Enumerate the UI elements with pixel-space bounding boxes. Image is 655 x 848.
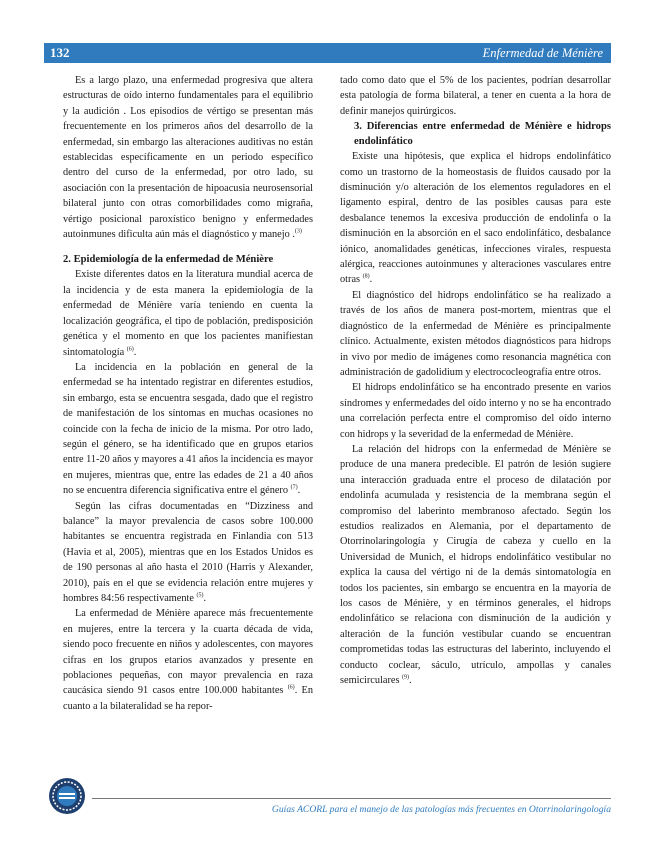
citation: (6) bbox=[126, 346, 134, 353]
left-column bbox=[63, 73, 313, 714]
paragraph: Existe una hipótesis, que explica el hidrops endolinfático como un trastorno de la homeostasis de fluidos causado por la disminución y/o alteración de los elementos reguladores en el ligamento espiral, dentro de las posibles causas para este desbalance tenemos la excesiva producción de endolinfa o la disminución en la absorción en el saco endolinfático, desbalance iónico, anomalidades genéticas, infecciones virales, respuesta alérgica, reacciones autoinmunes y alteraciones vasculares entre otras $^{(8)}$. bbox=[340, 151, 611, 286]
paragraph: La relación del hidrops con la enfermedad de Ménière se produce de una manera predecible. El patrón de lesión sugiere una interacción graduada entre el proceso de dilatación por endolinfa acumulada y resistencia de la membrana según el compromiso del laberinto membranoso afectado. Según los estudios realizados en Alemania, por el departamento de Otorrinolaringología y Cirugía de cabeza y cuello en la Universidad de Munich, el hidrops endolinfático vestibular no explica la causa del vértigo ni de la demás sintomatología en todos los pacientes, sin embargo se encuentra en la mayoría de los casos de Ménière, y en términos generales, el hidrops endolinfático se relaciona con disminución de la audición y alteración de la función vestibular cuando se encuentran comprometidas todas las estructuras del laberinto, incluyendo el conducto coclear, sáculo, utrículo, ampollas y canales semicirculares $^{(9)}$. bbox=[340, 443, 611, 687]
acorl-logo-icon bbox=[48, 777, 86, 815]
citation: (7) bbox=[290, 484, 298, 491]
paragraph: Existe diferentes datos en la literatura mundial acerca de la incidencia y de esta manera la epidemiología de la enfermedad de Ménière varía teniendo en cuenta la localización geográfica, el tipo de población, predisposición genética y el momento en que los pacientes manifiestan sintomatología $^{(6)}$. bbox=[63, 269, 313, 358]
footer-rule bbox=[92, 798, 611, 799]
citation: (3) bbox=[294, 228, 302, 235]
paragraph: El hidrops endolinfático se ha encontrado presente en varios síndromes y enfermedades del oído interno y no se ha encontrado una correlación perfecta entre el compromiso del oído interno con hidrops y la severidad de la enfermedad de Ménière. bbox=[340, 382, 611, 440]
citation: (6) bbox=[287, 685, 295, 692]
paragraph: La enfermedad de Ménière aparece más frecuentemente en mujeres, entre la tercera y la cuarta década de vida, siendo poco frecuente en niños y adolescentes, con mayores cifras en los grupos etarios avanzados y presente en poblaciones pequeñas, con mayor prevalencia en raza caucásica siendo 91 casos entre 100.000 habitantes $^{(6)}$. En cuanto a la bilateralidad se ha repor- bbox=[63, 608, 313, 712]
page-number: 132 bbox=[50, 45, 70, 60]
paragraph: La incidencia en la población en general de la enfermedad se ha intentado registrar en diferentes estudios, sin embargo, esta se encuentra sesgada, dado que el registro de manifestación de los síntomas en muchas ocasiones no coincide con la fecha de inicio de la misma. Por otro lado, según el género, se ha identificado que en grupos etarios entre 11-20 años y mayores a 41 años la incidencia es mayor en mujeres, mientras que, entre las edades de 21 a 40 años no se encuentra diferencia significativa entre el género $^{(7)}$. bbox=[63, 361, 313, 497]
citation: (8) bbox=[362, 274, 370, 281]
footer-text: Guías ACORL para el manejo de las patologías más frecuentes en Otorrinolaringología bbox=[271, 804, 611, 815]
section-heading-epidemiologia: 2. Epidemiología de la enfermedad de Ménière bbox=[63, 254, 274, 266]
section-heading-diferencias: 3. Diferencias entre enfermedad de Ménière e hidrops endolinfático bbox=[354, 121, 611, 148]
right-column bbox=[340, 73, 611, 688]
continued-paragraph: tado como dato que el 5% de los pacientes, podrían desarrollar esta patología de forma bilateral, a tener en cuenta a la hora de definir manejos quirúrgicos. bbox=[340, 75, 611, 117]
paragraph: El diagnóstico del hidrops endolinfático se ha realizado a través de los años de manera post-mortem, mientras que el diagnóstico de la enfermedad de Ménière es principalmente clínico. Actualmente, existen métodos diagnósticos para hidrops in vivo por medio de imágenes como resonancia magnética con administración de gadolidium y electrococleografía entre otros. bbox=[340, 289, 611, 378]
intro-paragraph: Es a largo plazo, una enfermedad progresiva que altera estructuras de oído interno fundamentales para el equilibrio y la audición . Los episodios de vértigo se presentan más frecuentemente en los primeros años del desarrollo de la enfermedad, sin embargo las alteraciones auditivas no están establecidas específicamente en un periodo específico dentro del curso de la enfermedad, por otro lado, su asociación con la presentación de hipoacusia neurosensorial bilateral junto con otras comorbilidades como migraña, vértigo posicional paroxístico benigno y enfermedades autoinmunes dificulta aún más el diagnóstico y manejo .$^{(3)}$ bbox=[63, 75, 313, 241]
citation: (5) bbox=[196, 592, 204, 599]
paragraph: Según las cifras documentadas en “Dizziness and balance” la mayor prevalencia de casos sobre 100.000 habitantes se encuentra registrada en Finlandia con 513 (Havia et al, 2005), mientras que en los Estados Unidos es de 190 personas al año hasta el 2010 (Harris y Alexander, 2010), país en el que se evidencia relación entre mujeres y hombres 84:56 respectivamente $^{(5)}$. bbox=[63, 500, 313, 604]
header-bar bbox=[44, 43, 611, 63]
citation: (9) bbox=[402, 674, 410, 681]
running-header-title: Enfermedad de Ménière bbox=[482, 46, 603, 60]
